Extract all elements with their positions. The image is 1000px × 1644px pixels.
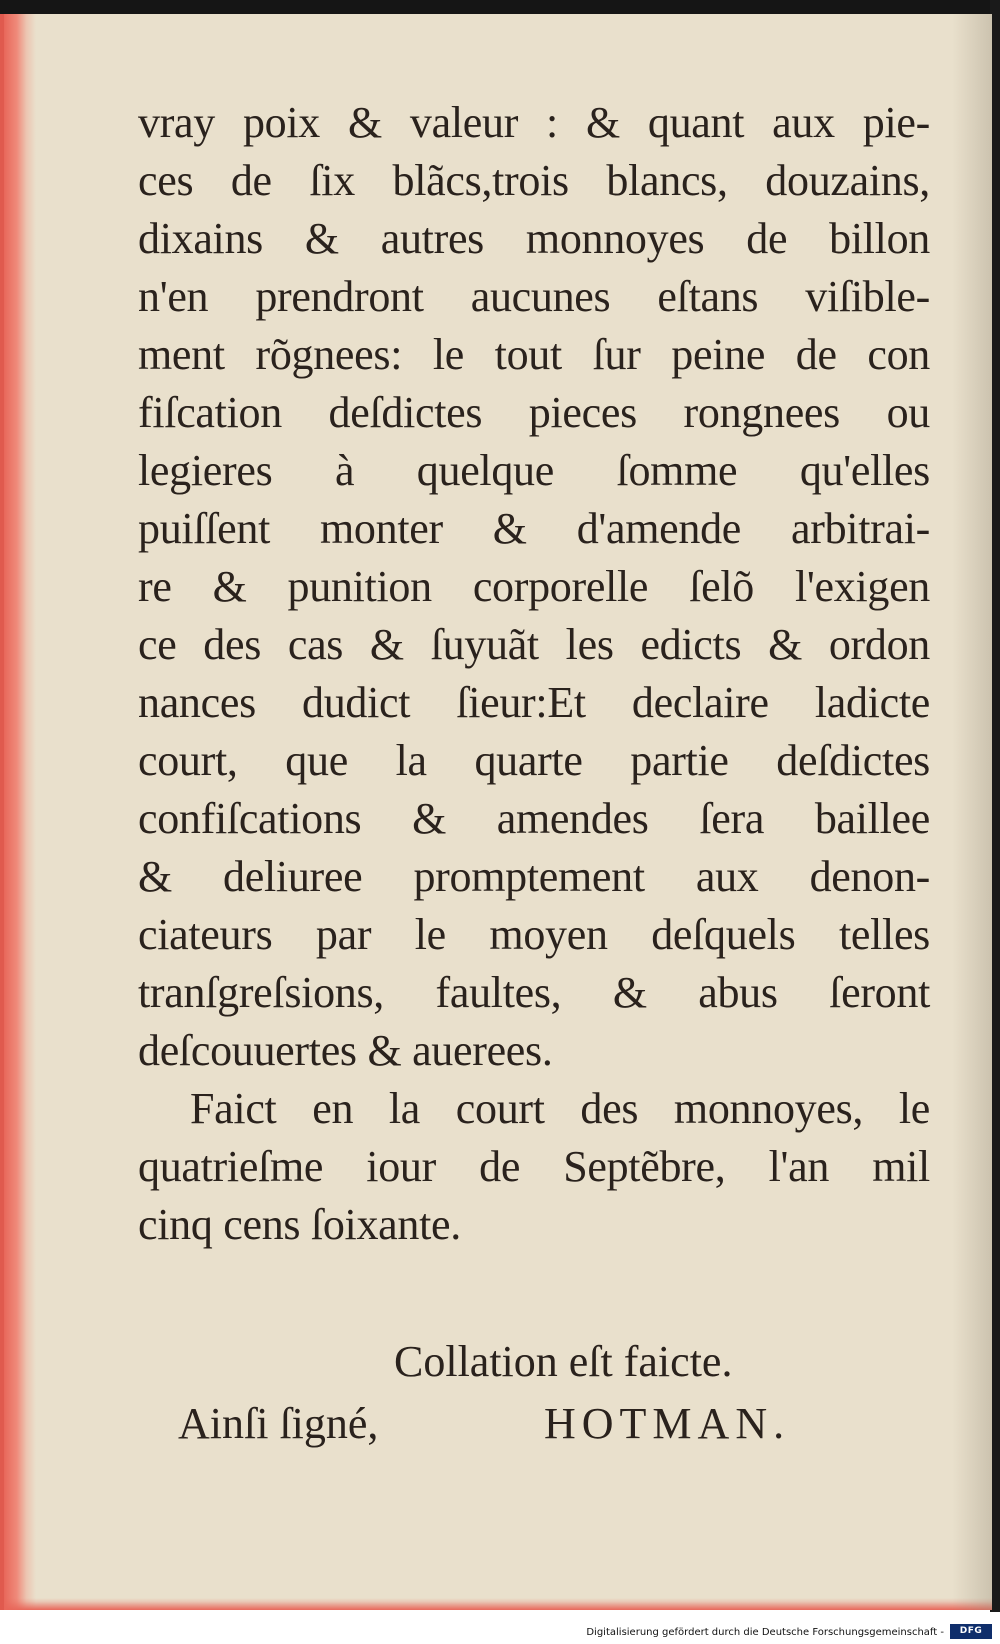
text-line: ciateurs par le moyen deſquels telles (138, 910, 930, 959)
book-page (0, 14, 992, 1610)
text-line: n'en prendront aucunes eſtans viſible- (138, 272, 930, 321)
funding-credit: Digitalisierung gefördert durch die Deutsche Forschungsgemeinschaft - (586, 1627, 944, 1638)
text-line: legieres à quelque ſomme qu'elles (138, 446, 930, 495)
text-line: ces de ſix blãcs,trois blancs, douzains, (138, 156, 930, 205)
closing-line: cinq cens ſoixante. (138, 1200, 461, 1249)
closing-line: quatrieſme iour de Septẽbre, l'an mil (138, 1142, 930, 1191)
text-line: dixains & autres monnoyes de billon (138, 214, 930, 263)
main-text-block (138, 94, 930, 1254)
signature-label: Ainſi ſigné, (178, 1399, 379, 1448)
text-line: ment rõgnees: le tout ſur peine de con (138, 330, 930, 379)
text-line: ce des cas & ſuyuãt les edicts & ordon (138, 620, 930, 669)
text-line: nances dudict ſieur:Et declaire ladicte (138, 678, 930, 727)
text-line: deſcouuertes & auerees. (138, 1026, 553, 1075)
text-line: & deliuree promptement aux denon- (138, 852, 930, 901)
text-line: tranſgreſsions, faultes, & abus ſeront (138, 968, 930, 1017)
text-line: re & punition corporelle ſelõ l'exigen (138, 562, 930, 611)
text-line: fiſcation deſdictes pieces rongnees ou (138, 388, 930, 437)
text-line: court, que la quarte partie deſdictes (138, 736, 930, 785)
red-page-edge (4, 14, 36, 1610)
collation-note: Collation eſt faicte. (394, 1337, 733, 1386)
closing-line: Faict en la court des monnoyes, le (190, 1084, 930, 1133)
red-bottom-edge (4, 1598, 992, 1610)
dfg-logo-text: DFG (959, 1626, 983, 1636)
text-line: vray poix & valeur : & quant aux pie- (138, 98, 930, 147)
dfg-logo (950, 1624, 992, 1639)
text-line: puiſſent monter & d'amende arbitrai- (138, 504, 930, 553)
text-line: confiſcations & amendes ſera baillee (138, 794, 930, 843)
signature-name: HOTMAN. (544, 1399, 791, 1448)
